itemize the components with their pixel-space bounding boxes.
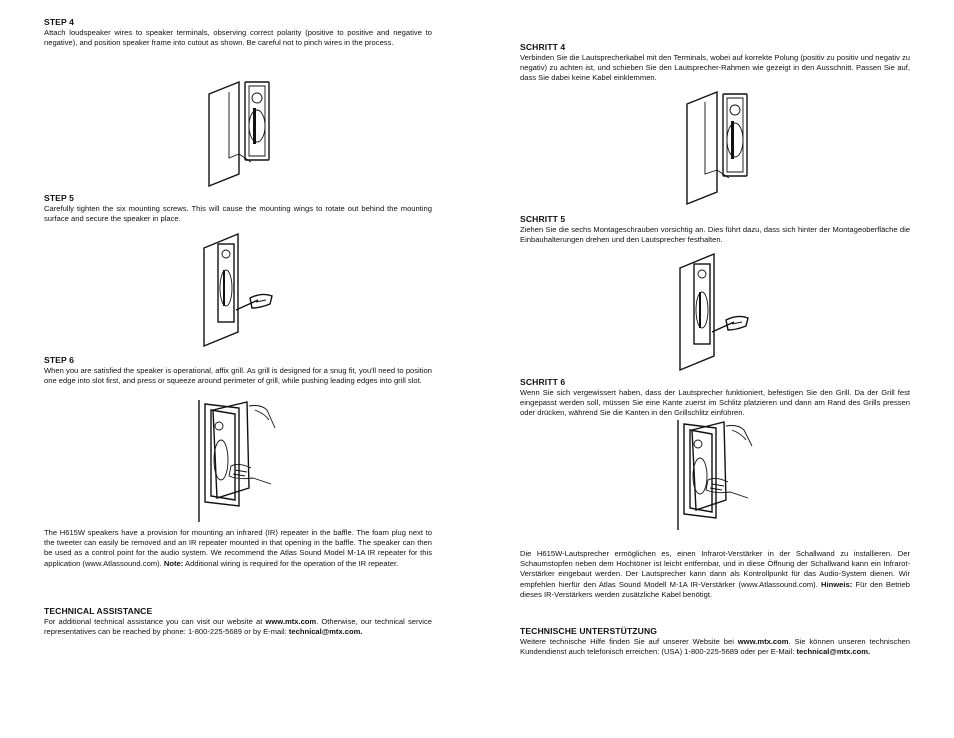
- schritt5-heading: SCHRITT 5: [520, 214, 566, 224]
- step5-text: Carefully tighten the six mounting screws. This will cause the mounting wings to rotate out behind the mounting surface and secure the speaker in place.: [44, 204, 432, 224]
- ir-note-text: Additional wiring is required for the operation of the IR repeater.: [185, 558, 399, 568]
- step6-heading: STEP 6: [44, 355, 75, 365]
- step4-heading: STEP 4: [44, 17, 75, 27]
- support-text-de-part1: Weitere technische Hilfe finden Sie auf unserer Website bei: [520, 637, 738, 646]
- step4-section-de: [520, 42, 910, 84]
- schritt4-heading: SCHRITT 4: [520, 42, 566, 52]
- schritt5-text: Ziehen Sie die sechs Montageschrauben vorsichtig an. Dies führt dazu, dass sich hinter der Montageoberfläche die Einbauhalterungen drehen und den Lautsprecher festhalten.: [520, 225, 910, 245]
- step4-text: Attach loudspeaker wires to speaker terminals, observing correct polarity (positive to positive and negative to negative), and position speaker frame into cutout as shown. Be careful not to pinch wires in the process.: [44, 28, 432, 48]
- ir-body: The H615W speakers have a provision for mounting an infrared (IR) repeater in the baffle. The foam plug next to the tweeter can easily be removed and an IR repeater mounted in that opening in the baffle. The speaker can then be used as a control point for the audio system. We recommend the Atlas Sound Model M-1A IR repeater for this application (www.Atlassound.com).: [44, 528, 432, 568]
- step6-text: When you are satisfied the speaker is operational, affix grill. As grill is designed for a snug fit, you'll need to position one edge into slot first, and press or squeeze around perimeter of grill, while pushing leading edges into grill slot.: [44, 366, 432, 386]
- screwdriver-tighten-icon-de: [676, 250, 756, 374]
- ir-section-en: [44, 528, 432, 569]
- support-website-link[interactable]: www.mtx.com: [265, 617, 317, 626]
- screwdriver-tighten-icon: [200, 230, 280, 350]
- grill-attach-hands-icon: [195, 398, 279, 526]
- ir-body-de: Die H615W-Lautsprecher ermöglichen es, einen Infrarot-Verstärker in der Schallwand zu installieren. Der Schaumstopfen neben dem Hochtöner ist leicht entfernbar, und in diese Öffnung der Schallwand kann ein Infrarot-Verstärker eingebaut werden. Der Lautsprecher kann dann als Kontrollpunkt für das Audio-System dienen. Wir empfehlen hierfür den Atlas Sound Modell M-1A IR-Verstärker (www.Atlassound.com).: [520, 549, 910, 589]
- support-heading-de: TECHNISCHE UNTERSTÜTZUNG: [520, 626, 658, 636]
- support-text: [44, 617, 432, 637]
- support-section-en: [44, 606, 432, 637]
- support-section-de: [520, 626, 910, 657]
- step6-section-de: [520, 377, 910, 419]
- support-text-part2: . Otherwise, our technical service representatives can be reached by phone: 1-800-225-5689 or by E-mail:: [44, 617, 433, 637]
- step4-section-en: [44, 17, 432, 48]
- schritt4-text: Verbinden Sie die Lautsprecherkabel mit den Terminals, wobei auf korrekte Polung (positiv zu positiv und negativ zu negativ) zu achten ist, und schieben Sie den Lautsprecher-Rahmen wie gezeigt in den Ausschnitt. Passen Sie auf, dass Sie dabei keine Kabel einklemmen.: [520, 53, 910, 83]
- ir-note-label-de: Hinweis:: [821, 579, 853, 589]
- support-text-de-part2: . Sie können unseren technischen Kundendienst auch telefonisch erreichen: (USA) 1-800-225-5689 oder per E-Mail:: [520, 637, 910, 657]
- speaker-into-cutout-icon-de: [683, 88, 755, 206]
- step6-section-en: [44, 355, 432, 386]
- support-text-de: [520, 637, 910, 657]
- step5-section-de: [520, 214, 910, 245]
- support-email-link[interactable]: technical@mtx.com.: [288, 627, 363, 637]
- step5-heading: STEP 5: [44, 193, 75, 203]
- grill-attach-hands-icon-de: [672, 418, 756, 532]
- ir-note-text-de: Für den Betrieb dieses IR-Verstärkers werden zusätzliche Kabel benötigt.: [520, 579, 910, 599]
- speaker-into-cutout-icon: [205, 78, 277, 188]
- schritt6-text: Wenn Sie sich vergewissert haben, dass der Lautsprecher funktioniert, befestigen Sie den Grill. Da der Grill fest eingepasst werden soll, müssen Sie eine Kante zuerst im Schlitz platzieren und dann am Rand des Grills pressen oder drücken, während Sie die Kanten in den Grillschlitz einführen.: [520, 388, 910, 418]
- ir-note-label: Note:: [163, 558, 184, 568]
- support-text-part1: For additional technical assistance you can visit our website at: [44, 617, 266, 626]
- ir-section-de: [520, 549, 910, 600]
- ir-text: [44, 528, 432, 569]
- support-heading: TECHNICAL ASSISTANCE: [44, 606, 153, 616]
- support-email-link-de[interactable]: technical@mtx.com.: [796, 647, 871, 657]
- step5-section-en: [44, 193, 432, 224]
- schritt6-heading: SCHRITT 6: [520, 377, 566, 387]
- support-website-link-de[interactable]: www.mtx.com: [737, 637, 789, 646]
- ir-text-de: [520, 549, 910, 600]
